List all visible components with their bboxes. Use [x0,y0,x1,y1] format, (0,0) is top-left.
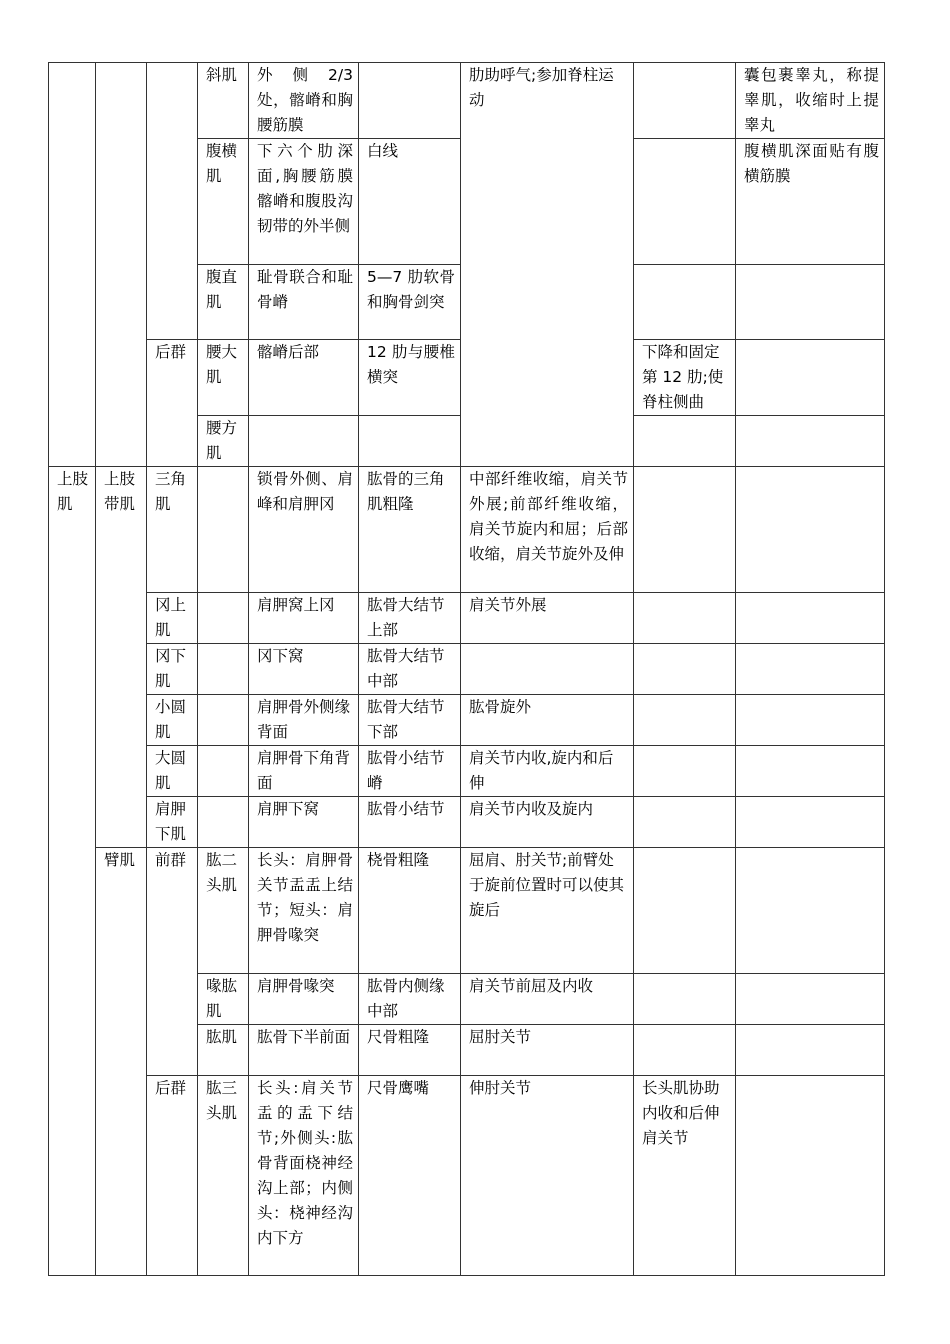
cell-action: 伸肘关节 [461,1076,634,1276]
cell-muscle [198,593,249,644]
cell-remark [736,1025,885,1076]
cell-remark [736,467,885,593]
cell-note [634,797,736,848]
cell-remark: 囊包裹睾丸，称提睾肌，收缩时上提睾丸 [736,63,885,139]
cell-note [634,265,736,340]
cell-insertion: 尺骨鹰嘴 [359,1076,461,1276]
cell-origin: 肩胛窝上冈 [249,593,359,644]
table-row [49,593,885,644]
cell-note [634,63,736,139]
cell-origin: 肱骨下半前面 [249,1025,359,1076]
cell-subregion-top [96,63,147,467]
table-row [49,467,885,593]
cell-origin: 外 侧 2/3 处，髂嵴和胸腰筋膜 [249,63,359,139]
cell-muscle [198,797,249,848]
cell-remark [736,974,885,1025]
cell-muscle [198,467,249,593]
cell-action: 屈肩、肘关节;前臂处于旋前位置时可以使其旋后 [461,848,634,974]
cell-origin: 下六个肋深面,胸腰筋膜髂嵴和腹股沟韧带的外半侧 [249,139,359,265]
cell-muscle: 肱三头肌 [198,1076,249,1276]
cell-insertion [359,416,461,467]
cell-subregion: 上肢带肌 [96,467,147,848]
cell-origin [249,416,359,467]
cell-note [634,695,736,746]
cell-remark: 腹横肌深面贴有腹横筋膜 [736,139,885,265]
cell-group: 冈上肌 [147,593,198,644]
cell-origin: 肩胛骨喙突 [249,974,359,1025]
cell-group: 肩胛下肌 [147,797,198,848]
table-row [49,644,885,695]
cell-remark [736,265,885,340]
cell-insertion: 白线 [359,139,461,265]
table-row [49,695,885,746]
cell-origin: 肩胛骨外侧缘背面 [249,695,359,746]
cell-muscle [198,644,249,695]
cell-group: 前群 [147,848,198,1076]
cell-action: 肋助呼气;参加脊柱运动 [461,63,634,467]
cell-insertion: 肱骨大结节下部 [359,695,461,746]
cell-origin: 肩胛骨下角背面 [249,746,359,797]
cell-remark [736,746,885,797]
cell-insertion: 12 肋与腰椎横突 [359,340,461,416]
cell-insertion: 肱骨小结节 [359,797,461,848]
cell-remark [736,695,885,746]
table-row [49,1076,885,1276]
cell-muscle: 肱肌 [198,1025,249,1076]
cell-group: 三角肌 [147,467,198,593]
cell-origin: 锁骨外侧、肩峰和肩胛冈 [249,467,359,593]
cell-group: 小圆肌 [147,695,198,746]
cell-muscle: 喙肱肌 [198,974,249,1025]
cell-origin: 髂嵴后部 [249,340,359,416]
cell-note [634,467,736,593]
cell-action: 肩关节前屈及内收 [461,974,634,1025]
cell-subregion: 臂肌 [96,848,147,1276]
cell-note [634,139,736,265]
cell-muscle: 肱二头肌 [198,848,249,974]
cell-remark [736,593,885,644]
cell-origin: 长头：肩胛骨关节盂盂上结节；短头：肩胛骨喙突 [249,848,359,974]
cell-insertion: 肱骨大结节上部 [359,593,461,644]
table-row [49,797,885,848]
cell-origin: 肩胛下窝 [249,797,359,848]
cell-remark [736,340,885,416]
cell-action [461,644,634,695]
cell-insertion: 5—7 肋软骨和胸骨剑突 [359,265,461,340]
cell-note [634,848,736,974]
cell-region: 上肢肌 [49,467,96,1276]
cell-muscle: 腹横肌 [198,139,249,265]
cell-insertion: 桡骨粗隆 [359,848,461,974]
cell-group: 后群 [147,1076,198,1276]
cell-group: 后群 [147,340,198,467]
cell-insertion: 肱骨大结节中部 [359,644,461,695]
cell-note [634,1025,736,1076]
cell-remark [736,848,885,974]
cell-muscle: 腹直肌 [198,265,249,340]
cell-remark [736,797,885,848]
table-row [49,848,885,974]
cell-remark [736,416,885,467]
cell-insertion: 肱骨小结节嵴 [359,746,461,797]
cell-muscle [198,746,249,797]
cell-remark [736,1076,885,1276]
cell-group [147,63,198,340]
cell-group: 冈下肌 [147,644,198,695]
muscle-table [48,62,885,1276]
cell-muscle: 斜肌 [198,63,249,139]
cell-note [634,416,736,467]
cell-note [634,974,736,1025]
cell-insertion: 肱骨的三角肌粗隆 [359,467,461,593]
cell-note: 下降和固定第 12 肋;使脊柱侧曲 [634,340,736,416]
cell-muscle [198,695,249,746]
cell-action: 肱骨旋外 [461,695,634,746]
cell-region-top [49,63,96,467]
cell-origin: 长头:肩关节盂的盂下结节;外侧头:肱骨背面桡神经沟上部；内侧头：桡神经沟内下方 [249,1076,359,1276]
cell-group: 大圆肌 [147,746,198,797]
cell-note [634,644,736,695]
cell-note [634,746,736,797]
table-row [49,746,885,797]
cell-origin: 耻骨联合和耻骨嵴 [249,265,359,340]
cell-origin: 冈下窝 [249,644,359,695]
cell-action: 肩关节内收,旋内和后伸 [461,746,634,797]
cell-muscle: 腰方肌 [198,416,249,467]
cell-note [634,593,736,644]
cell-action: 中部纤维收缩，肩关节外展;前部纤维收缩，肩关节旋内和屈；后部收缩，肩关节旋外及伸 [461,467,634,593]
cell-action: 肩关节外展 [461,593,634,644]
cell-note: 长头肌协助内收和后伸肩关节 [634,1076,736,1276]
cell-remark [736,644,885,695]
cell-insertion: 尺骨粗隆 [359,1025,461,1076]
cell-action: 肩关节内收及旋内 [461,797,634,848]
cell-insertion: 肱骨内侧缘中部 [359,974,461,1025]
table-row [49,63,885,139]
cell-muscle: 腰大肌 [198,340,249,416]
cell-action: 屈肘关节 [461,1025,634,1076]
cell-insertion [359,63,461,139]
